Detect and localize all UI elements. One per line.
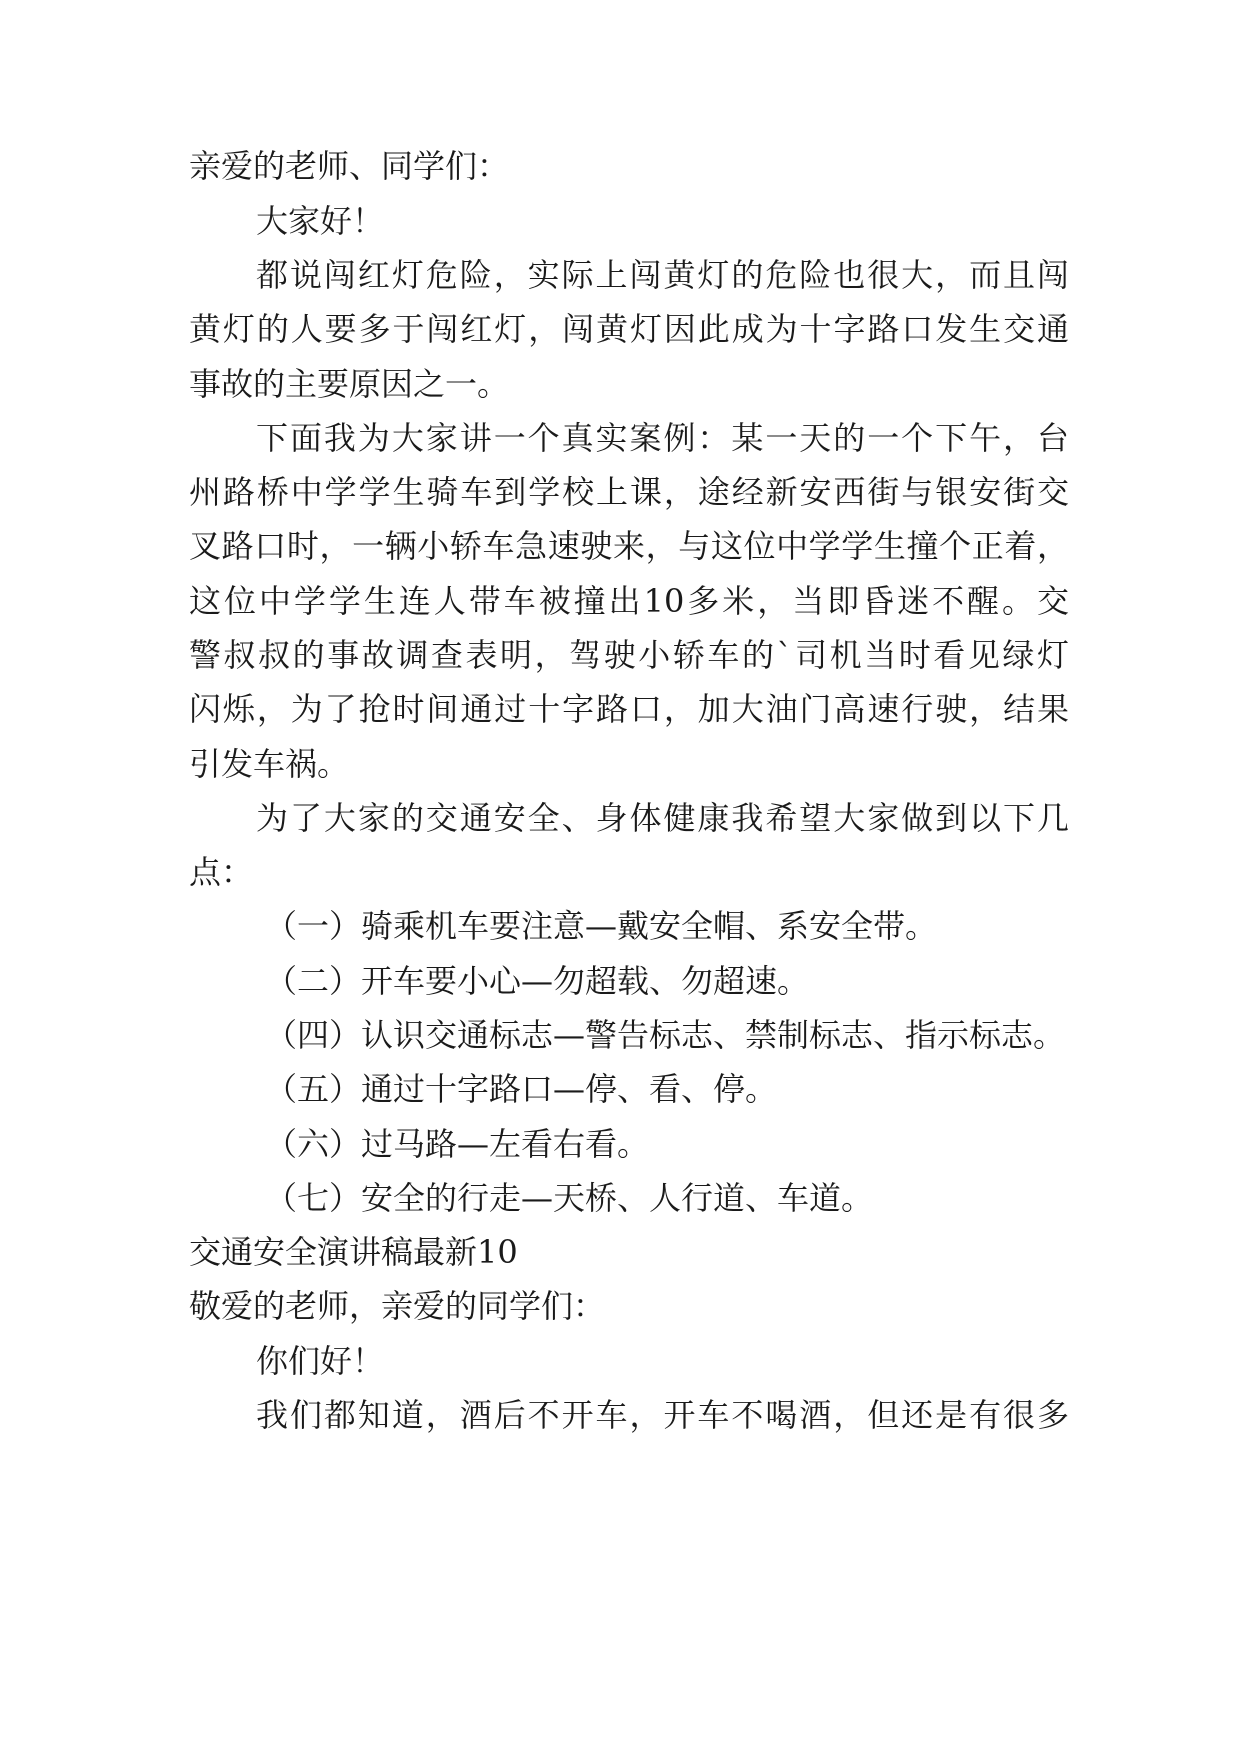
section-title: 交通安全演讲稿最新10 bbox=[189, 1233, 518, 1271]
paragraph-line: 引发车祸。 bbox=[189, 745, 350, 783]
list-item: （五）通过十字路口—停、看、停。 bbox=[265, 1070, 778, 1108]
paragraph-line: 下面我为大家讲一个真实案例：某一天的一个下午，台 bbox=[256, 419, 1069, 457]
paragraph-line: 都说闯红灯危险，实际上闯黄灯的危险也很大，而且闯 bbox=[256, 256, 1069, 294]
paragraph-line: 这位中学学生连人带车被撞出10多米，当即昏迷不醒。交 bbox=[189, 582, 1069, 620]
list-item: （一）骑乘机车要注意—戴安全帽、系安全带。 bbox=[265, 907, 938, 945]
paragraph-line: 叉路口时，一辆小轿车急速驶来，与这位中学学生撞个正着， bbox=[189, 527, 1069, 565]
paragraph-line: 州路桥中学学生骑车到学校上课，途经新安西街与银安街交 bbox=[189, 473, 1069, 511]
paragraph-line: 事故的主要原因之一。 bbox=[189, 365, 510, 403]
list-item: （七）安全的行走—天桥、人行道、车道。 bbox=[265, 1179, 874, 1217]
salutation-line: 大家好！ bbox=[256, 202, 385, 240]
list-item: （二）开车要小心—勿超载、勿超速。 bbox=[265, 962, 810, 1000]
list-item: （六）过马路—左看右看。 bbox=[265, 1125, 650, 1163]
paragraph-line: 闪烁，为了抢时间通过十字路口，加大油门高速行驶，结果 bbox=[189, 690, 1069, 728]
paragraph-line: 点： bbox=[189, 853, 254, 891]
salutation-line: 你们好！ bbox=[256, 1342, 385, 1380]
paragraph-line: 为了大家的交通安全、身体健康我希望大家做到以下几 bbox=[256, 799, 1069, 837]
paragraph-line: 我们都知道，酒后不开车，开车不喝酒，但还是有很多 bbox=[256, 1396, 1069, 1434]
greeting-line: 亲爱的老师、同学们： bbox=[189, 147, 510, 185]
paragraph-line: 警叔叔的事故调查表明，驾驶小轿车的`司机当时看见绿灯 bbox=[189, 636, 1069, 674]
paragraph-line: 黄灯的人要多于闯红灯，闯黄灯因此成为十字路口发生交通 bbox=[189, 310, 1069, 348]
greeting-line: 敬爱的老师，亲爱的同学们： bbox=[189, 1287, 606, 1325]
list-item: （四）认识交通标志—警告标志、禁制标志、指示标志。 bbox=[265, 1016, 1066, 1054]
